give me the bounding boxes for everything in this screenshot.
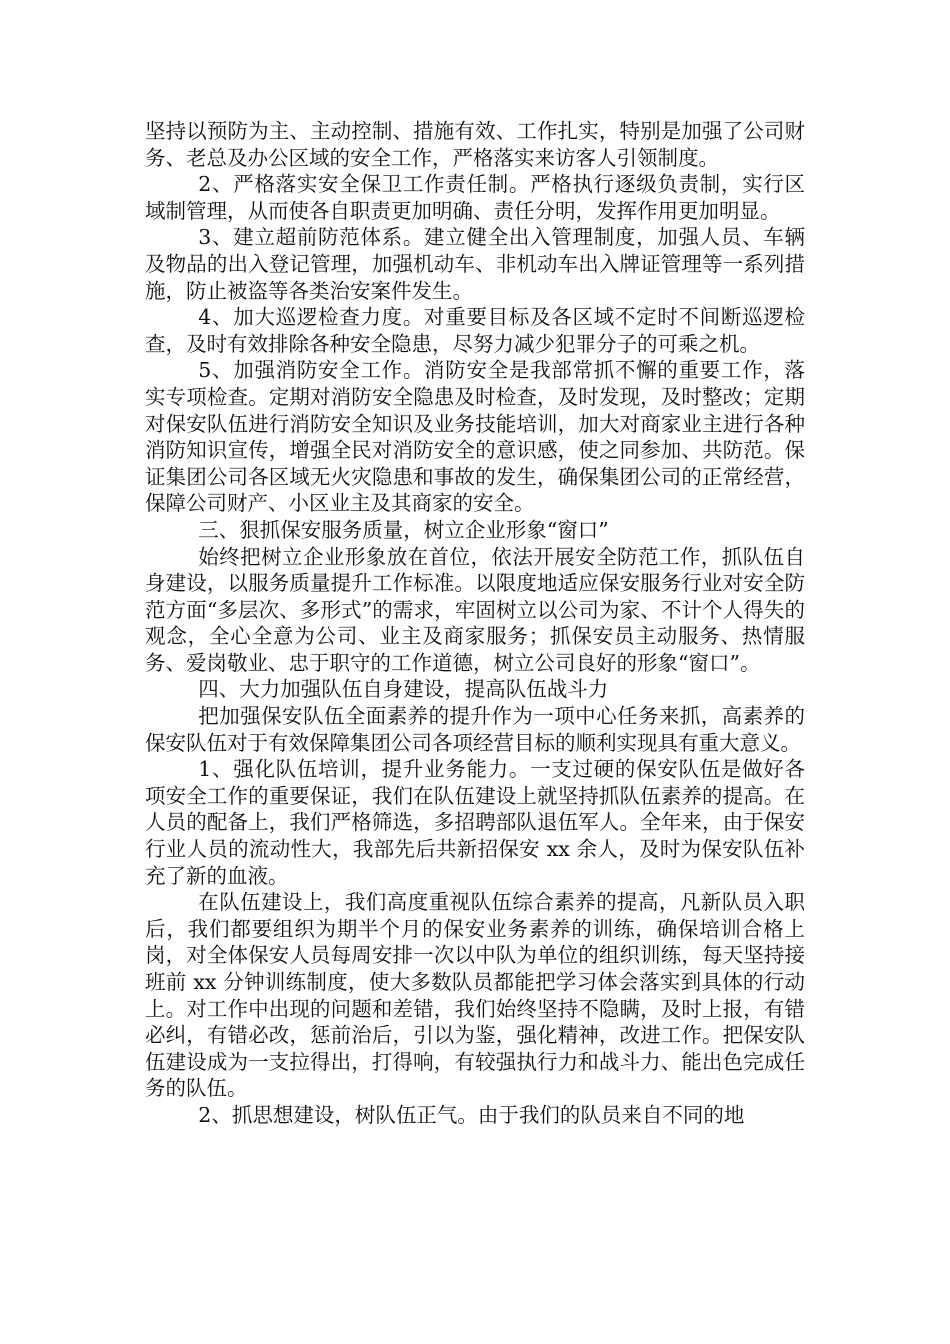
paragraph: 4、加大巡逻检查力度。对重要目标及各区域不定时不间断巡逻检查，及时有效排除各种安全隐患，尽努力减少犯罪分子的可乘之机。: [145, 305, 805, 356]
paragraph: 3、建立超前防范体系。建立健全出入管理制度，加强人员、车辆及物品的出入登记管理，加强机动车、非机动车出入牌证管理等一系列措施，防止被盗等各类治安案件发生。: [145, 225, 805, 303]
paragraph: 把加强保安队伍全面素养的提升作为一项中心任务来抓，高素养的保安队伍对于有效保障集团公司各项经营目标的顺利实现具有重大意义。: [145, 704, 805, 755]
paragraph: 坚持以预防为主、主动控制、措施有效、工作扎实，特别是加强了公司财务、老总及办公区域的安全工作，严格落实来访客人引领制度。: [145, 119, 805, 170]
paragraph: 在队伍建设上，我们高度重视队伍综合素养的提高，凡新队员入职后，我们都要组织为期半个月的保安业务素养的训练，确保培训合格上岗，对全体保安人员每周安排一次以中队为单位的组织训练，每天坚持接班前 xx 分钟训练制度，使大多数队员都能把学习体会落实到具体的行动上。对工作中出现的问题和差错，我们始终坚持不隐瞒，及时上报，有错必纠，有错必改，惩前治后，引以为鉴，强化精神，改进工作。把保安队伍建设成为一支拉得出，打得响，有较强执行力和战斗力、能出色完成任务的队伍。: [145, 890, 805, 1101]
document-body: [145, 118, 805, 1129]
paragraph: 1、强化队伍培训，提升业务能力。一支过硬的保安队伍是做好各项安全工作的重要保证，我们在队伍建设上就坚持抓队伍素养的提高。在人员的配备上，我们严格筛选，多招聘部队退伍军人。全年来，由于保安行业人员的流动性大，我部先后共新招保安 xx 余人，及时为保安队伍补充了新的血液。: [145, 757, 805, 888]
section-heading: 四、大力加强队伍自身建设，提高队伍战斗力: [198, 677, 609, 702]
section-heading: 三、狠抓保安服务质量，树立企业形象“窗口”: [198, 517, 609, 542]
paragraph: 始终把树立企业形象放在首位，依法开展安全防范工作，抓队伍自身建设，以服务质量提升工作标准。以限度地适应保安服务行业对安全防范方面“多层次、多形式”的需求，牢固树立以公司为家、不计个人得失的观念，全心全意为公司、业主及商家服务；抓保安员主动服务、热情服务、爱岗敬业、忠于职守的工作道德，树立公司良好的形象“窗口”。: [145, 544, 805, 675]
paragraph: 5、加强消防安全工作。消防安全是我部常抓不懈的重要工作，落实专项检查。定期对消防安全隐患及时检查，及时发现，及时整改；定期对保安队伍进行消防安全知识及业务技能培训，加大对商家业主进行各种消防知识宣传，增强全民对消防安全的意识感，使之同参加、共防范。保证集团公司各区域无火灾隐患和事故的发生，确保集团公司的正常经营，保障公司财产、小区业主及其商家的安全。: [145, 358, 805, 516]
paragraph: 2、严格落实安全保卫工作责任制。严格执行逐级负责制，实行区域制管理，从而使各自职责更加明确、责任分明，发挥作用更加明显。: [145, 172, 805, 223]
paragraph: 2、抓思想建设，树队伍正气。由于我们的队员来自不同的地: [198, 1102, 745, 1127]
